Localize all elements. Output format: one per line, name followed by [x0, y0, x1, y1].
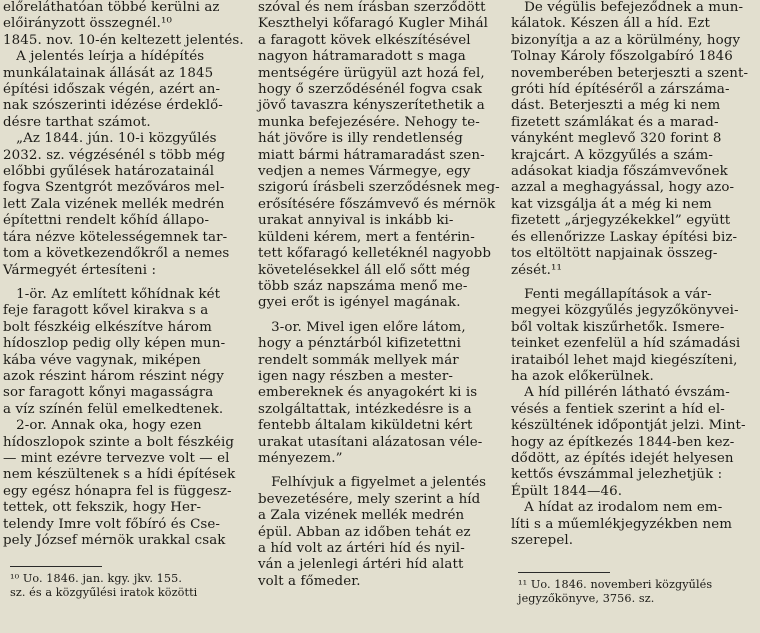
text-line: A hídat az irodalom nem em- — [511, 500, 723, 516]
text-line: azzal a meghagyással, hogy azo- — [511, 180, 735, 196]
text-line: azok részint három részint négy — [3, 368, 224, 384]
text-line: rendelt sommák mellyek már — [258, 352, 459, 368]
footnote-1 — [10, 572, 197, 600]
text-line: Keszthelyi kőfaragó Kugler Mihál — [258, 16, 489, 32]
text-line: kettős évszámmal jelezhetjük : — [511, 467, 723, 483]
text-line: gróti híd építéséről a zárszáma- — [511, 82, 730, 98]
text-line: novemberében beterjeszti a szent- — [511, 65, 749, 81]
text-line: küldeni kérem, mert a fentérin- — [258, 229, 475, 245]
text-line: szigorú írásbeli szerződésnek meg- — [258, 180, 500, 196]
text-line: hogy a pénztárból kifizetettni — [258, 336, 462, 352]
text-line: előreláthatóan többé kerülni az — [3, 0, 220, 15]
text-line: — mint ezévre tervezve volt — el — [3, 450, 230, 466]
text-line: A híd pillérén látható évszám- — [511, 385, 730, 401]
text-line: vedjen a nemes Vármegye, egy — [258, 164, 471, 180]
text-line: embereknek és anyagokért ki is — [258, 385, 478, 401]
text-line: ha azok előkerülnek. — [511, 368, 654, 384]
text-line: bizonyítja a az a körülmény, hogy — [511, 32, 741, 48]
text-line: kába véve vagynak, miképen — [3, 352, 201, 368]
text-line: pely József mérnök urakkal csak — [3, 533, 226, 548]
footnote-line: jegyzőkönyve, 3756. sz. — [518, 592, 655, 605]
text-line: több száz napszáma menő me- — [258, 278, 468, 294]
text-line: sor faragott kőnyi magasságra — [3, 385, 214, 401]
text-line: a Zala vizének mellék medrén — [258, 508, 465, 524]
text-line: kálatok. Készen áll a híd. Ezt — [511, 16, 710, 32]
text-line: ványként meglevő 320 forint 8 — [511, 131, 722, 147]
footnote-line: sz. és a közgyűlési iratok közötti — [10, 586, 198, 599]
text-line: tára nézve kötelességemnek tar- — [3, 229, 228, 245]
text-line: erősítésére főszámvevő és mérnök — [258, 196, 496, 212]
text-column-2 — [258, 0, 508, 590]
text-line: Tolnay Károly főszolgabíró 1846 — [511, 49, 733, 65]
text-line: követelésekkel áll elő sőtt még — [258, 262, 471, 278]
text-line: 1-ör. Az említett kőhídnak két — [3, 286, 221, 302]
text-line: De végülis befejeződnek a mun- — [511, 0, 744, 15]
paragraph-gap — [511, 279, 759, 287]
text-line: építési időszak végén, azért an- — [3, 82, 221, 98]
text-line: tett kőfaragó kelletéknél nagyobb — [258, 246, 492, 262]
text-line: mentségére ürügyül azt hozá fel, — [258, 65, 485, 81]
footnote-rule-3 — [518, 572, 610, 573]
text-line: gyei erőt is igényel magának. — [258, 295, 461, 311]
text-line: megyei közgyűlés jegyzőkönyvei- — [511, 303, 739, 319]
text-column-1 — [3, 0, 253, 549]
text-column-3 — [511, 0, 759, 549]
text-line: nem készültenek s a hídi építések — [3, 467, 236, 483]
text-line: nagyon hátramaradott s maga — [258, 49, 466, 65]
text-line: Vármegyét értesíteni : — [3, 262, 157, 278]
text-line: ván a jelenlegi ártéri híd alatt — [258, 557, 464, 573]
text-line: szóval és nem írásban szerződött — [258, 0, 486, 15]
text-line: telendy Imre volt főbíró és Cse- — [3, 516, 221, 532]
paragraph-gap — [258, 467, 508, 475]
text-line: Fenti megállapítások a vár- — [511, 286, 712, 302]
text-line: A jelentés leírja a hídépítés — [3, 49, 205, 65]
text-line: lett Zala vizének mellék medrén — [3, 196, 225, 212]
text-line: dődött, az építés idejét helyesen — [511, 450, 734, 466]
text-line: líti s a műemlékjegyzékben nem — [511, 516, 733, 532]
text-line: fogva Szentgrót mezőváros mel- — [3, 180, 225, 196]
text-line: feje faragott kővel kirakva s a — [3, 303, 209, 319]
text-line: miatt bármi hátramaradást szen- — [258, 147, 485, 163]
text-line: Felhívjuk a figyelmet a jelentés — [258, 475, 487, 491]
text-line: ből voltak kiszűrhetők. Ismere- — [511, 319, 725, 335]
text-line: irataiból lehet majd kiegészíteni, — [511, 352, 738, 368]
text-line: igen nagy részben a mester- — [258, 368, 453, 384]
text-line: hát jövőre is illy rendetlenség — [258, 131, 463, 147]
text-line: bolt fészkéig elkészítve három — [3, 319, 212, 335]
footnote-line: ¹¹ Uo. 1846. novemberi közgyűlés — [518, 578, 713, 591]
text-line: ményezem.” — [258, 450, 343, 466]
text-line: désre tarthat számot. — [3, 114, 151, 130]
text-line: krajcárt. A közgyűlés a szám- — [511, 147, 713, 163]
text-line: egy egész hónapra fel is függesz- — [3, 483, 232, 499]
text-line: jövő tavaszra kényszerítethetik a — [258, 98, 485, 114]
text-line: 1845. nov. 10-én keltezett jelentés. — [3, 32, 244, 48]
text-line: 2032. sz. végzésénél s több még — [3, 147, 226, 163]
text-line: vésés a fentiek szerint a híd el- — [511, 401, 725, 417]
text-line: fizetett „árjegyzékekkel” együtt — [511, 213, 731, 229]
text-line: munka befejezésére. Nehogy te- — [258, 114, 480, 130]
text-line: építettni rendelt kőhíd állapo- — [3, 213, 210, 229]
text-line: adásokat kiadja főszámvevőnek — [511, 164, 728, 180]
text-line: szerepel. — [511, 533, 574, 548]
text-line: szolgáltattak, intézkedésre is a — [258, 401, 472, 417]
text-line: 3-or. Mivel igen előre látom, — [258, 319, 466, 335]
text-line: hogy az építkezés 1844-ben kez- — [511, 434, 735, 450]
text-line: fizetett számlákat és a marad- — [511, 114, 719, 130]
text-line: hogy ő szerződésénél fogva csak — [258, 82, 483, 98]
footnote-line: ¹⁰ Uo. 1846. jan. kgy. jkv. 155. — [10, 572, 182, 585]
text-line: tettek, ott fekszik, hogy Her- — [3, 500, 202, 516]
text-line: a híd volt az ártéri híd és nyil- — [258, 541, 465, 556]
text-line: Épült 1844—46. — [511, 483, 623, 499]
text-line: zését.¹¹ — [511, 262, 562, 278]
text-line: nak szószerinti idézése érdeklő- — [3, 98, 223, 114]
text-line: urakat utasítani alázatosan véle- — [258, 434, 483, 450]
text-line: 2-or. Annak oka, hogy ezen — [3, 418, 202, 434]
text-line: volt a főmeder. — [258, 573, 361, 589]
text-line: a víz színén felül emelkedtenek. — [3, 401, 224, 417]
text-line: és ellenőrizze Laskay építési biz- — [511, 229, 738, 245]
text-line: fentebb általam kiküldetni kért — [258, 418, 473, 434]
text-line: a faragott kövek elkészítésével — [258, 32, 471, 48]
text-line: munkálatainak állását az 1845 — [3, 65, 214, 81]
paragraph-gap — [258, 312, 508, 320]
footnote-rule-1 — [10, 566, 102, 567]
text-line: hídoszlop pedig olly képen mun- — [3, 336, 226, 352]
text-line: épül. Abban az időben tehát ez — [258, 524, 471, 540]
text-line: tom a következendőkről a nemes — [3, 246, 230, 262]
footnote-2 — [518, 578, 712, 606]
text-line: készültének időpontját jelzi. Mint- — [511, 418, 746, 434]
text-line: urakat annyival is inkább ki- — [258, 213, 454, 229]
text-line: bevezetésére, mely szerint a híd — [258, 491, 481, 507]
text-line: dást. Beterjeszti a még ki nem — [511, 98, 721, 114]
text-line: kat vizsgálja át a még ki nem — [511, 196, 712, 212]
text-line: tos eltöltött napjainak összeg- — [511, 246, 718, 262]
text-line: teinket ezenfelül a híd számadási — [511, 336, 741, 352]
text-line: előirányzott összegnél.¹⁰ — [3, 16, 172, 32]
text-line: előbbi gyűlések határozatainál — [3, 164, 215, 180]
text-line: hídoszlopok szinte a bolt fészkéig — [3, 434, 235, 450]
paragraph-gap — [3, 279, 253, 287]
text-line: „Az 1844. jún. 10-i közgyűlés — [3, 131, 217, 147]
